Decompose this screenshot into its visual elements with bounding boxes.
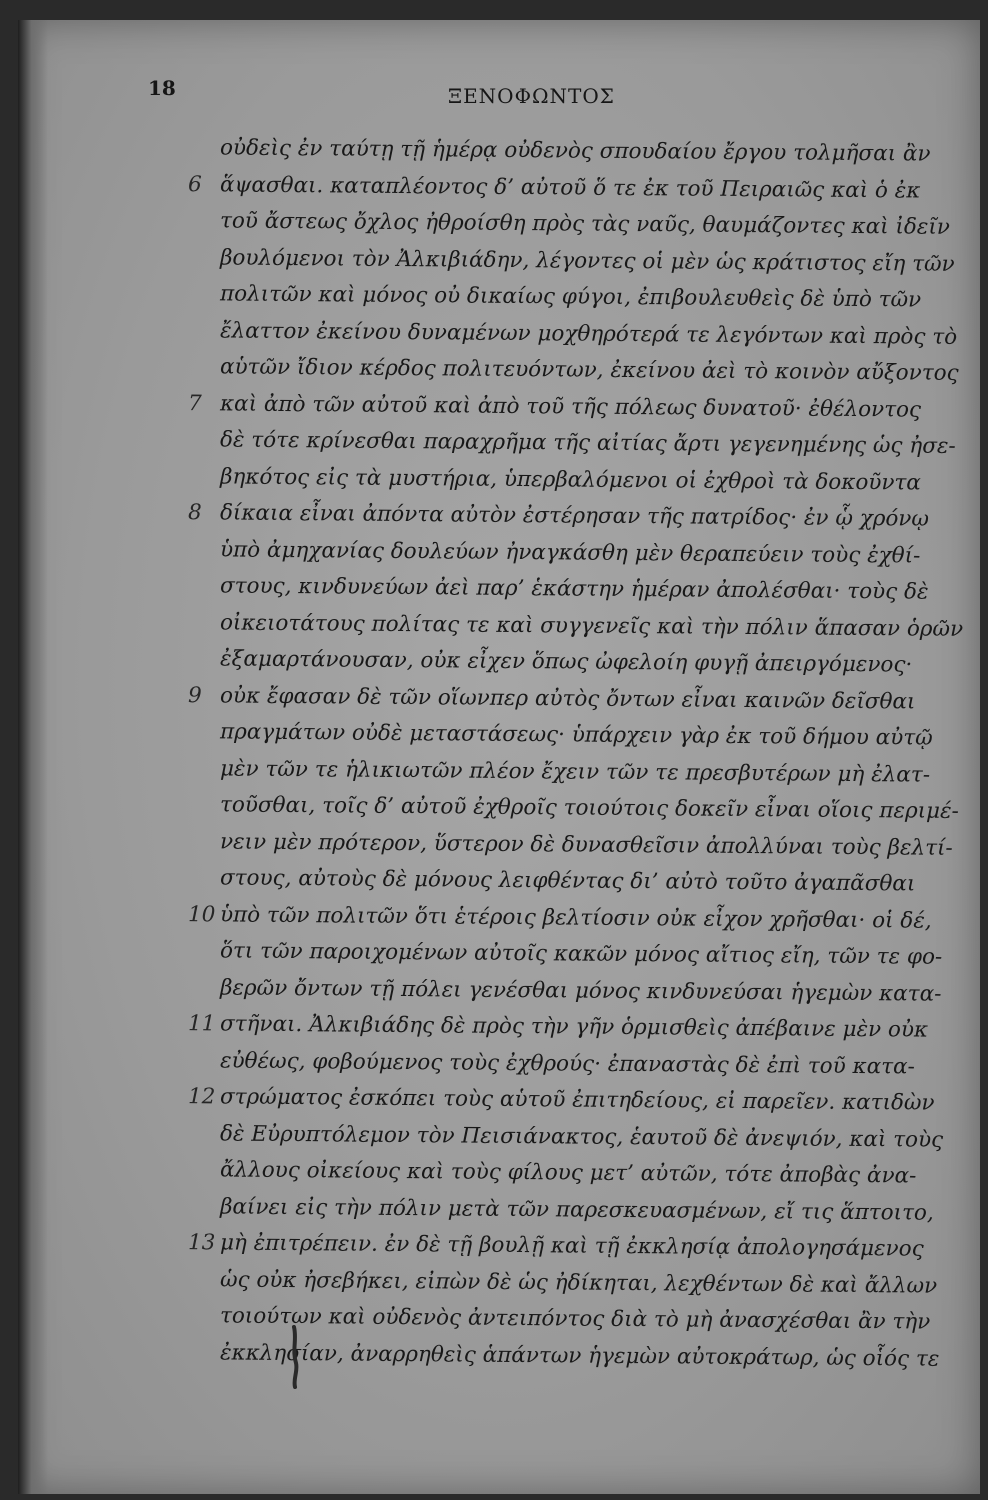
- line-text: ἄλλους οἰκείους καὶ τοὺς φίλους μετ’ αὐτῶν, τότε ἀποβὰς ἀνα-: [219, 1157, 917, 1189]
- line-text: καὶ ἀπὸ τῶν αὐτοῦ καὶ ἀπὸ τοῦ τῆς πόλεως δυνατοῦ· ἐθέλοντος: [219, 390, 922, 423]
- text-line: [170, 678, 916, 721]
- running-head: ΞΕΝΟΦΩΝΤΟΣ: [448, 84, 615, 108]
- section-number: 12: [187, 1084, 216, 1110]
- text-line: [170, 897, 932, 940]
- text-block: [170, 130, 964, 1372]
- line-text: πολιτῶν καὶ μόνος οὐ δικαίως φύγοι, ἐπιβουλευθεὶς δὲ ὑπὸ τῶν: [219, 281, 922, 313]
- text-line: [170, 240, 955, 283]
- text-line: [170, 495, 930, 538]
- section-number: 8: [187, 500, 202, 526]
- text-line: [170, 787, 959, 830]
- text-line: [170, 276, 922, 319]
- text-line: [170, 167, 921, 210]
- text-line: [170, 1043, 915, 1086]
- text-line: [170, 605, 964, 648]
- line-text: μὴ ἐπιτρέπειν. ἐν δὲ τῇ βουλῇ καὶ τῇ ἐκκλησίᾳ ἀπολογησάμενος: [219, 1230, 924, 1262]
- text-line: [170, 568, 929, 611]
- line-text: στῆναι. Ἀλκιβιάδης δὲ πρὸς τὴν γῆν ὁρμισθεὶς ἀπέβαινε μὲν οὐκ: [219, 1011, 929, 1043]
- text-line: [170, 130, 931, 173]
- text-line: [170, 532, 921, 575]
- line-text: μὲν τῶν τε ἡλικιωτῶν πλέον ἔχειν τῶν τε πρεσβυτέρων μὴ ἐλατ-: [219, 755, 931, 788]
- text-line: [170, 1298, 931, 1341]
- section-number: 13: [187, 1230, 216, 1256]
- text-line: [170, 459, 921, 502]
- line-text: νειν μὲν πρότερον, ὕστερον δὲ δυνασθεῖσιν ἀπολλύναι τοὺς βελτί-: [219, 828, 953, 861]
- text-line: [170, 386, 922, 429]
- text-line: [170, 1335, 940, 1378]
- line-text: δίκαια εἶναι ἀπόντα αὐτὸν ἐστέρησαν τῆς πατρίδος· ἐν ᾧ χρόνῳ: [219, 500, 930, 532]
- text-line: [170, 751, 931, 794]
- line-text: ὅτι τῶν παροιχομένων αὐτοῖς κακῶν μόνος αἴτιος εἴη, τῶν τε φο-: [219, 938, 943, 970]
- ink-smudge-mark: [288, 1325, 302, 1389]
- text-line: [170, 933, 943, 976]
- line-text: οὐκ ἔφασαν δὲ τῶν οἵωνπερ αὐτὸς ὄντων εἶναι καινῶν δεῖσθαι: [219, 682, 916, 715]
- section-number: 7: [187, 390, 202, 416]
- line-text: εὐθέως, φοβούμενος τοὺς ἐχθρούς· ἐπαναστὰς δὲ ἐπὶ τοῦ κατα-: [219, 1047, 915, 1079]
- text-line: [170, 313, 958, 356]
- line-text: οἰκειοτάτους πολίτας τε καὶ συγγενεῖς καὶ τὴν πόλιν ἅπασαν ὁρῶν: [219, 609, 964, 642]
- line-text: ἐκκλησίαν, ἀναρρηθεὶς ἁπάντων ἡγεμὼν αὐτοκράτωρ, ὡς οἷός τε: [219, 1339, 940, 1372]
- text-line: [170, 1189, 934, 1232]
- text-line: [170, 203, 951, 246]
- text-line: [170, 970, 942, 1013]
- page-left-edge-shadow: [18, 20, 48, 1494]
- section-number: 6: [187, 171, 202, 197]
- page-number: 18: [148, 76, 176, 100]
- section-number: 10: [187, 901, 216, 927]
- text-line: [170, 1079, 935, 1122]
- line-text: τοῦ ἄστεως ὄχλος ἠθροίσθη πρὸς τὰς ναῦς, θαυμάζοντες καὶ ἰδεῖν: [219, 208, 951, 240]
- text-line: [170, 1225, 924, 1268]
- line-text: βουλόμενοι τὸν Ἀλκιβιάδην, λέγοντες οἱ μὲν ὡς κράτιστος εἴη τῶν: [219, 244, 955, 277]
- line-text: ἅψασθαι. καταπλέοντος δ’ αὐτοῦ ὅ τε ἐκ τοῦ Πειραιῶς καὶ ὁ ἐκ: [219, 171, 921, 204]
- line-text: στους, αὐτοὺς δὲ μόνους λειφθέντας δι’ αὐτὸ τοῦτο ἀγαπᾶσθαι: [219, 865, 916, 897]
- line-text: πραγμάτων οὐδὲ μεταστάσεως· ὑπάρχειν γὰρ ἐκ τοῦ δήμου αὐτῷ: [219, 719, 933, 751]
- text-line: [170, 860, 916, 903]
- line-text: ἔλαττον ἐκείνου δυναμένων μοχθηρότερά τε λεγόντων καὶ πρὸς τὸ: [219, 317, 958, 350]
- line-text: βηκότος εἰς τὰ μυστήρια, ὑπερβαλόμενοι οἱ ἐχθροὶ τὰ δοκοῦντα: [219, 463, 921, 496]
- text-line: [170, 422, 956, 465]
- line-text: βαίνει εἰς τὴν πόλιν μετὰ τῶν παρεσκευασμένων, εἴ τις ἅπτοιτο,: [219, 1193, 934, 1226]
- section-number: 11: [187, 1011, 216, 1037]
- line-text: ὑπὸ ἀμηχανίας δουλεύων ἠναγκάσθη μὲν θεραπεύειν τοὺς ἐχθί-: [219, 536, 921, 569]
- line-text: στρώματος ἐσκόπει τοὺς αὑτοῦ ἐπιτηδείους, εἰ παρεῖεν. κατιδὼν: [219, 1084, 935, 1116]
- line-text: ὡς οὐκ ἠσεβήκει, εἰπὼν δὲ ὡς ἠδίκηται, λεχθέντων δὲ καὶ ἄλλων: [219, 1266, 938, 1299]
- text-line: [170, 824, 953, 867]
- text-line: [170, 641, 913, 684]
- section-number: 9: [187, 682, 202, 708]
- line-text: στους, κινδυνεύων ἀεὶ παρ’ ἑκάστην ἡμέραν ἀπολέσθαι· τοὺς δὲ: [219, 573, 929, 605]
- text-line: [170, 1262, 938, 1305]
- text-line: [170, 349, 959, 392]
- line-text: ἐξαμαρτάνουσαν, οὐκ εἶχεν ὅπως ὠφελοίη φυγῇ ἀπειργόμενος·: [219, 646, 913, 678]
- text-line: [170, 1116, 944, 1159]
- line-text: δὲ τότε κρίνεσθαι παραχρῆμα τῆς αἰτίας ἄρτι γεγενημένης ὡς ἠσε-: [219, 427, 956, 459]
- text-line: [170, 714, 933, 757]
- text-line: [170, 1152, 917, 1195]
- line-text: αὑτῶν ἴδιον κέρδος πολιτευόντων, ἐκείνου ἀεὶ τὸ κοινὸν αὔξοντος: [219, 354, 959, 386]
- text-line: [170, 1006, 929, 1049]
- page-header: [0, 0, 988, 120]
- line-text: βερῶν ὄντων τῇ πόλει γενέσθαι μόνος κινδυνεύσαι ἡγεμὼν κατα-: [219, 974, 942, 1007]
- line-text: ὑπὸ τῶν πολιτῶν ὅτι ἑτέροις βελτίοσιν οὐκ εἶχον χρῆσθαι· οἱ δέ,: [219, 901, 932, 934]
- line-text: τοιούτων καὶ οὐδενὸς ἀντειπόντος διὰ τὸ μὴ ἀνασχέσθαι ἂν τὴν: [219, 1303, 931, 1335]
- line-text: δὲ Εὐρυπτόλεμον τὸν Πεισιάνακτος, ἑαυτοῦ δὲ ἀνεψιόν, καὶ τοὺς: [219, 1120, 944, 1153]
- line-text: τοῦσθαι, τοῖς δ’ αὐτοῦ ἐχθροῖς τοιούτοις δοκεῖν εἶναι οἵοις περιμέ-: [219, 792, 959, 824]
- line-text: οὐδεὶς ἐν ταύτῃ τῇ ἡμέρᾳ οὐδενὸς σπουδαίου ἔργου τολμῆσαι ἂν: [219, 135, 931, 167]
